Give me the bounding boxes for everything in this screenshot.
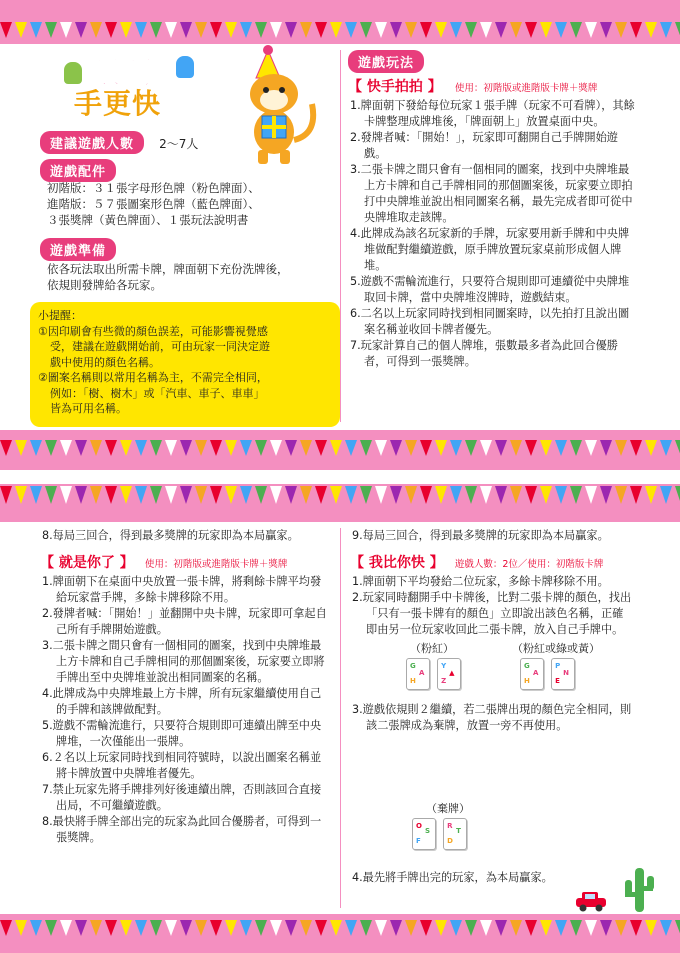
middle-confetti-band <box>0 430 680 522</box>
game1-step: 6.二名以上玩家同時找到相同圖案時，以先拍打且說出圖案名稱並收回卡牌者優先。 <box>350 307 630 336</box>
example-row-1 <box>350 640 646 702</box>
game1-step: 2.發牌者喊：「開始！」，玩家即可翻開自己手牌開始遊戲。 <box>350 131 618 160</box>
prep-text <box>47 261 337 293</box>
game3-step-3-list <box>350 702 632 734</box>
game3-use: 遊戲人數：2位／使用：初階版卡牌 <box>454 559 604 570</box>
tips-title: 小提醒： <box>38 309 82 322</box>
game1-step: 5.遊戲不需輪流進行，只要符合規則即可連續從中央牌堆取回卡牌，當中央牌堆沒牌時，遊戲結束。 <box>350 275 630 304</box>
lower-left-column <box>40 528 332 846</box>
game1-step-8-list <box>40 528 332 544</box>
car-illustration <box>574 890 608 912</box>
game1-step: 1.牌面朝下發給每位玩家１張手牌（玩家不可看牌），其餘卡牌整理成牌堆後，「牌面朝上」放置桌面中央。 <box>350 99 635 128</box>
lower-right-column <box>350 528 646 884</box>
example-cards-3 <box>412 818 469 850</box>
players-value: 2～7人 <box>159 137 199 151</box>
sample-card: P N E <box>551 658 575 690</box>
prep-section <box>40 238 116 261</box>
game2-step: 7.禁止玩家先將手牌排列好後連續出牌，否則該回合直接出局，不可繼續遊戲。 <box>42 783 322 812</box>
game1-name: 【 快手拍拍 】 <box>348 79 442 95</box>
game-logo <box>68 48 198 123</box>
tips-line: 皆為可用名稱。 <box>50 402 127 415</box>
hand-icon <box>64 62 82 84</box>
confetti-decoration <box>0 0 680 44</box>
parts-line: 進階版：５７張圖案形色牌（藍色牌面）、 <box>47 197 260 211</box>
game1-section <box>348 76 648 370</box>
game3-step-3: 3.遊戲依規則２繼續，若二張牌出現的顏色完全相同，則該二張牌成為棄牌，放置一旁不再使用。 <box>352 703 632 732</box>
sample-card: Y ▲ Z <box>437 658 461 690</box>
parts-section <box>40 159 116 182</box>
game2-name: 【 就是你了 】 <box>40 555 134 571</box>
example-cards-2 <box>520 658 577 690</box>
game2-step: 2.發牌者喊：「開始！」並翻開中央卡牌，玩家即可拿起自己所有手牌開始遊戲。 <box>42 607 327 636</box>
confetti-decoration <box>0 430 680 522</box>
prep-label: 遊戲準備 <box>40 238 116 261</box>
top-confetti-band <box>0 0 680 44</box>
example-label: （粉紅或綠或黃） <box>512 642 600 655</box>
sample-card: R T D <box>443 818 467 850</box>
game2-step: 4.此牌成為中央牌堆最上方卡牌，所有玩家繼續使用自己的手牌和該牌做配對。 <box>42 687 322 716</box>
game2-step: 1.牌面朝下在桌面中央放置一張卡牌，將剩餘卡牌平均發給玩家當手牌，多餘卡牌移除不用。 <box>42 575 322 604</box>
game1-step: 3.二張卡牌之間只會有一個相同的圖案，找到中央牌堆最上方卡牌和自己手牌相同的那個圖案後，玩家要立即拍打中央牌堆並說出相同圖案名稱，最先完成者即可從中央牌堆取走該牌。 <box>350 163 633 224</box>
parts-list <box>47 180 337 228</box>
example-label: （粉紅） <box>410 642 454 655</box>
game1-steps <box>348 98 640 370</box>
game2-use: 使用：初階版或進階版卡牌＋獎牌 <box>144 559 288 570</box>
sample-card: G A H <box>520 658 544 690</box>
logo-line-1: 眼明 <box>90 56 154 91</box>
prep-line: 依規則發牌給各玩家。 <box>47 278 162 292</box>
tips-line: ①因印刷會有些微的顏色誤差，可能影響視覺感 <box>38 324 268 338</box>
confetti-decoration <box>0 914 680 953</box>
column-divider <box>340 528 341 908</box>
game3-steps <box>350 574 632 638</box>
game2-step: 6.２名以上玩家同時找到相同符號時，以說出圖案名稱並將卡牌放置中央牌堆者優先。 <box>42 751 322 780</box>
game2-step-9-list <box>350 528 646 544</box>
game3-step: 2.玩家同時翻開手中卡牌後，比對二張卡牌的顏色，找出「只有一張卡牌有的顏色」立即說出該色名稱，正確即由另一位玩家收回此二張卡牌，放入自己手牌中。 <box>352 591 632 636</box>
tips-line: 戲中使用的顏色名稱。 <box>50 355 160 369</box>
sample-card: G A H <box>406 658 430 690</box>
example-label: （棄牌） <box>426 802 470 815</box>
game2-step: 5.遊戲不需輪流進行，只要符合規則即可連續出牌至中央牌堆，一次僅能出一張牌。 <box>42 719 322 748</box>
sample-card: O S F <box>412 818 436 850</box>
game1-step-8: 8.每局三回合，得到最多獎牌的玩家即為本局贏家。 <box>42 529 299 542</box>
game2-step: 8.最快將手牌全部出完的玩家為此回合優勝者，可得到一張獎牌。 <box>42 815 322 844</box>
game3-step-4: 4.最先將手牌出完的玩家，為本局贏家。 <box>352 871 553 884</box>
bottom-confetti-band <box>0 914 680 953</box>
play-section <box>348 50 424 73</box>
game3-name: 【 我比你快 】 <box>350 555 444 571</box>
players-row <box>40 131 198 154</box>
tips-line: 受，建議在遊戲開始前，可由玩家一同決定遊 <box>50 340 270 353</box>
prep-line: 依各玩法取出所需卡牌，牌面朝下充份洗牌後， <box>47 262 289 276</box>
game1-step: 4.此牌成為該名玩家新的手牌，玩家要用新手牌和中央牌堆做配對繼續遊戲，原手牌放置玩家桌前形成個人牌堆。 <box>350 227 630 272</box>
tips-line: 例如：「樹、樹木」或「汽車、車子、車車」 <box>50 386 265 400</box>
cactus-illustration <box>622 862 656 912</box>
game3-step: 1.牌面朝下平均發給二位玩家，多餘卡牌移除不用。 <box>352 575 609 588</box>
hand-icon <box>176 56 194 78</box>
game1-use: 使用：初階版或進階版卡牌＋獎牌 <box>454 83 598 94</box>
game1-step: 7.玩家計算自己的個人牌堆，張數最多者為此回合優勝者，可得到一張獎牌。 <box>350 339 618 368</box>
play-label: 遊戲玩法 <box>348 50 424 73</box>
players-label: 建議遊戲人數 <box>40 131 144 154</box>
parts-label: 遊戲配件 <box>40 159 116 182</box>
tiger-mascot-illustration <box>228 44 328 166</box>
game2-step: 3.二張卡牌之間只會有一個相同的圖案，找到中央牌堆最上方卡牌和自己手牌相同的那個圖案後，玩家要立即將手牌出至中央牌堆並說出相同圖案的名稱。 <box>42 639 325 684</box>
parts-line: ３張獎牌（黃色牌面）、１張玩法說明書 <box>47 213 249 227</box>
tips-line: ②圖案名稱則以常用名稱為主，不需完全相同， <box>38 371 268 384</box>
logo-line-2: 手更快 <box>74 87 162 120</box>
game2-step-9: 9.每局三回合，得到最多獎牌的玩家即為本局贏家。 <box>352 529 609 542</box>
game2-steps <box>40 574 332 846</box>
column-divider <box>340 50 341 422</box>
example-cards-1 <box>406 658 463 690</box>
parts-line: 初階版：３１張字母形色牌（粉色牌面）、 <box>47 181 260 195</box>
game3-step-4-list <box>350 870 632 886</box>
tips-box <box>30 302 340 427</box>
